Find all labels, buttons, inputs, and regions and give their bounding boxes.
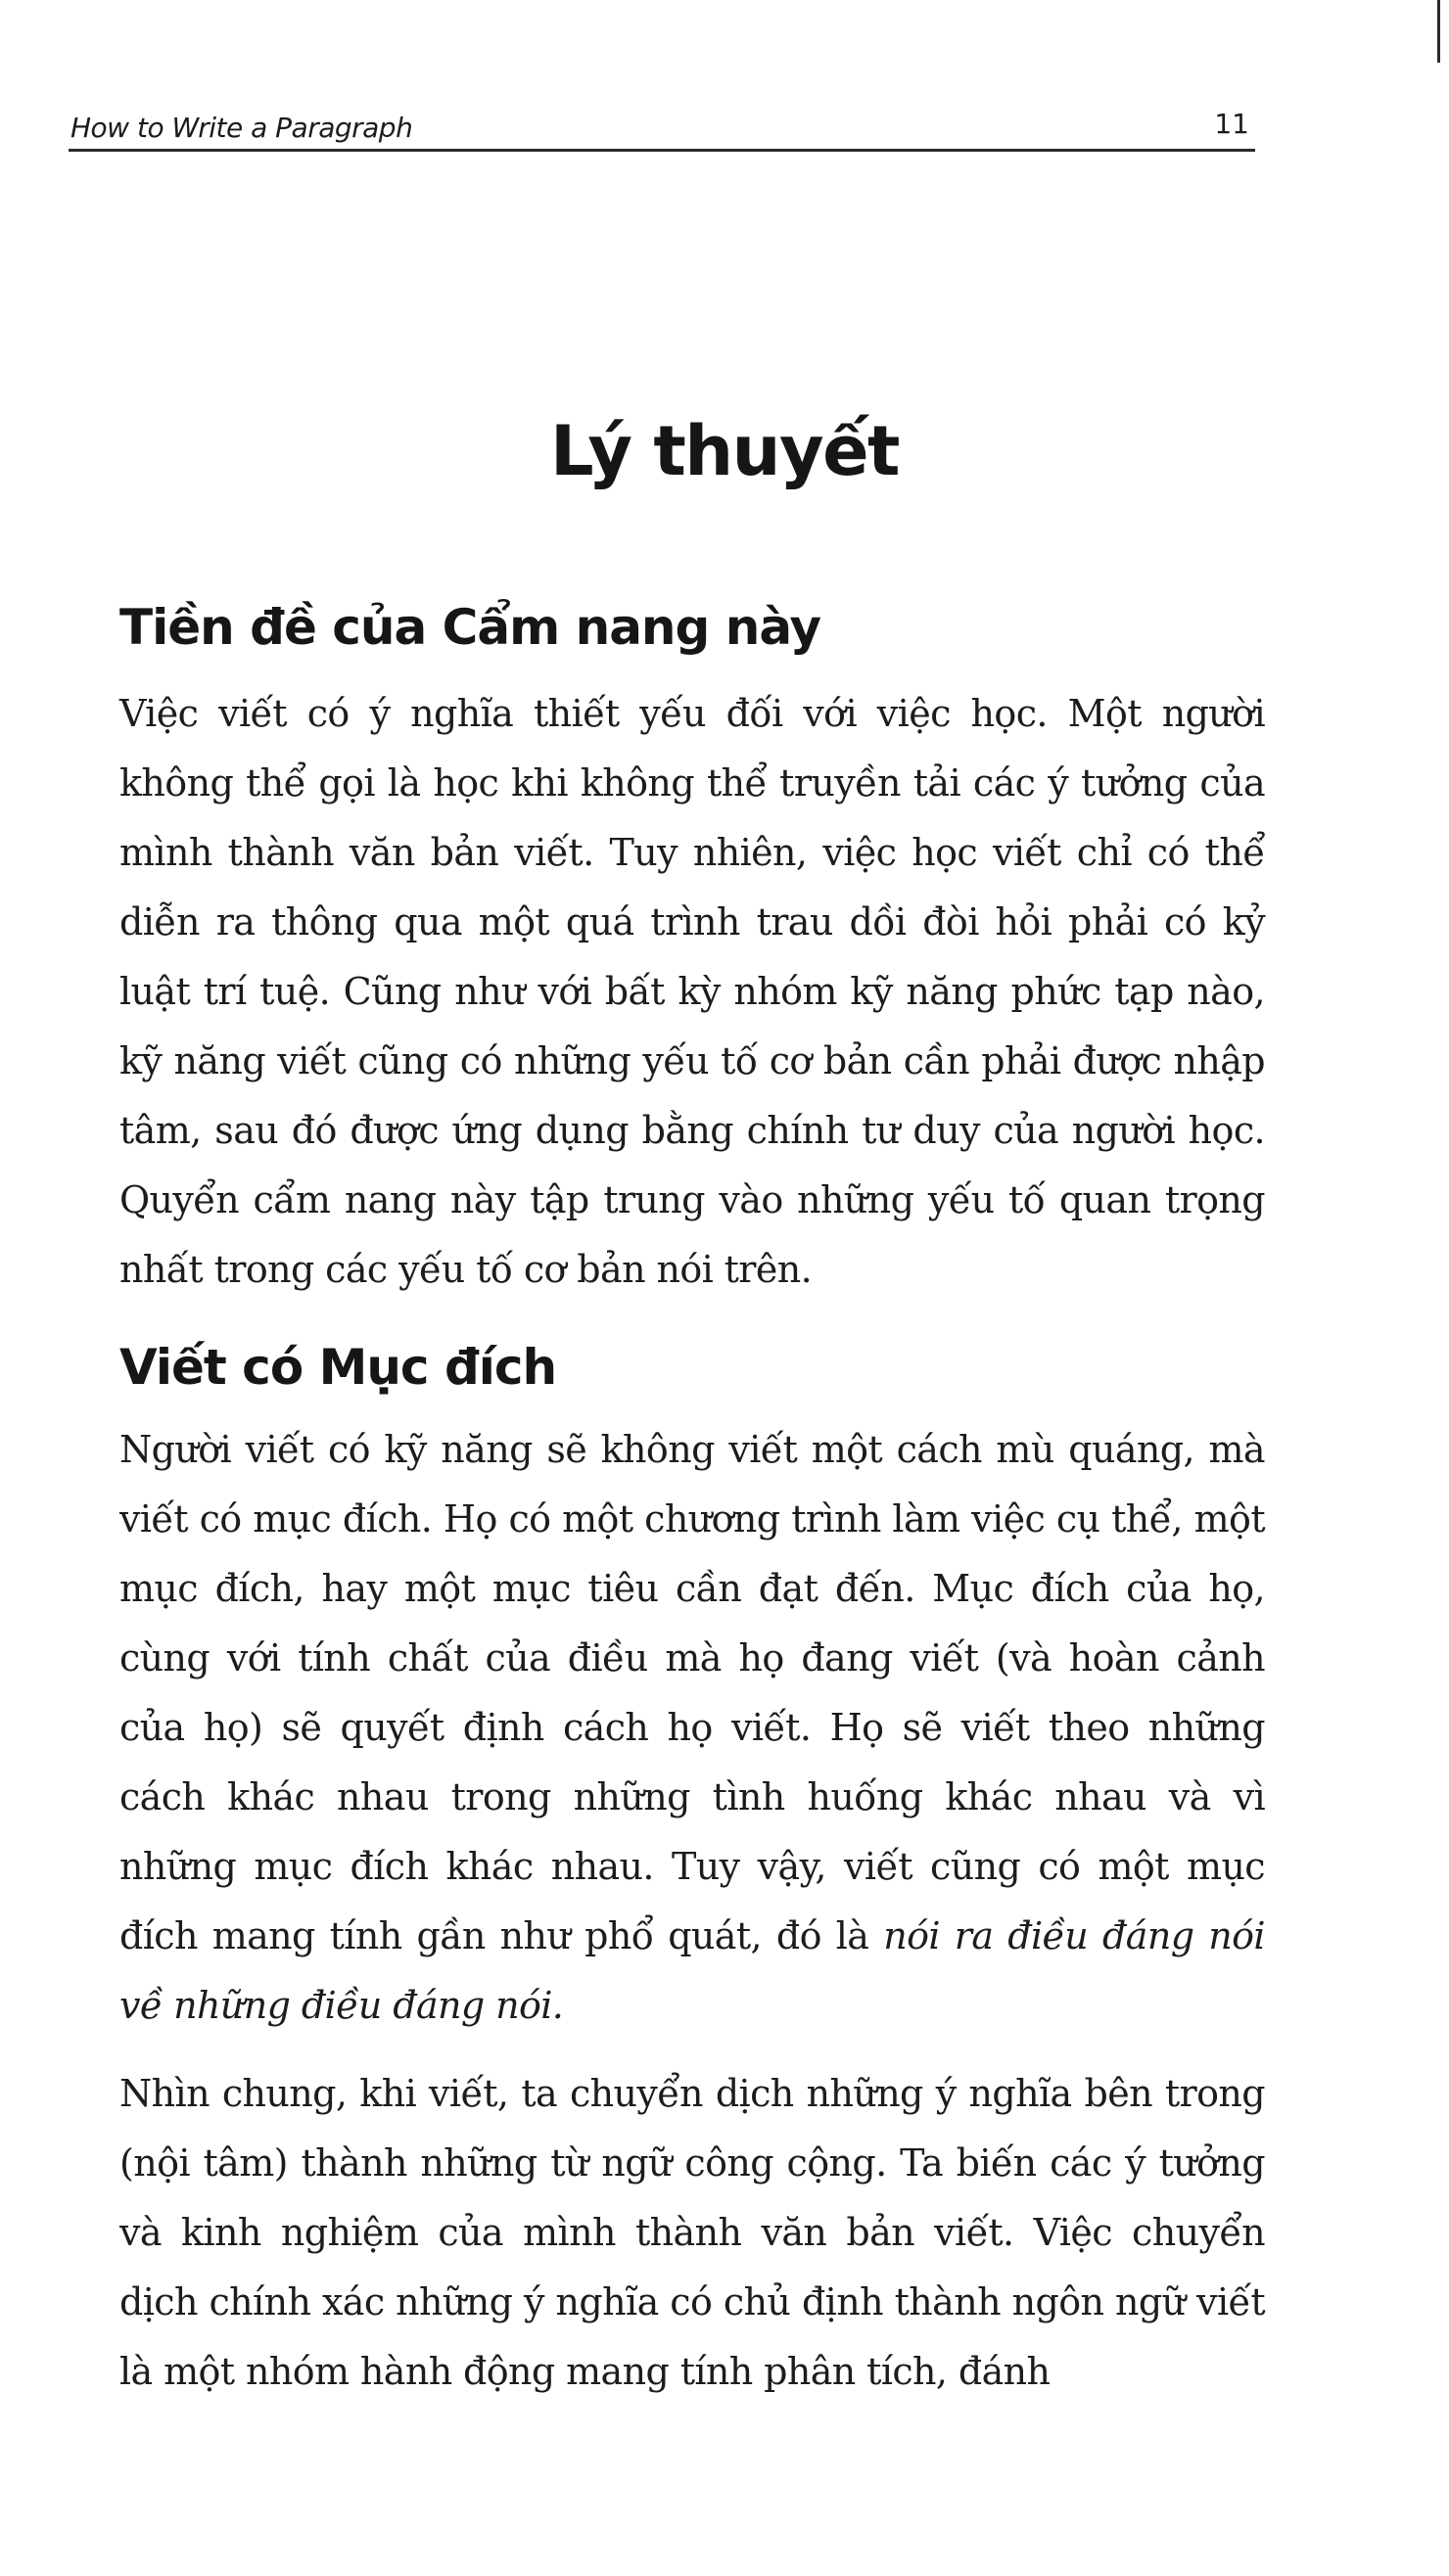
page-number: 11	[1214, 108, 1249, 140]
running-header	[69, 106, 1255, 152]
paragraph-purpose-text: Người viết có kỹ năng sẽ không viết một cách mù quáng, mà viết có mục đích. Họ có một chương trình làm việc cụ thể, một mục đích, hay một mục tiêu cần đạt đến. Mục đích của họ, cùng với tính chất của điều mà họ đang viết (và hoàn cảnh của họ) sẽ quyết định cách họ viết. Họ sẽ viết theo những cách khác nhau trong những tình huống khác nhau và vì những mục đích khác nhau. Tuy vậy, viết cũng có một mục đích mang tính gần như phổ quát, đó là	[119, 1428, 1265, 1957]
section-heading-purpose: Viết có Mục đích	[119, 1339, 557, 1396]
paragraph-purpose-emphasis: nói ra điều đáng nói về những điều đáng nói.	[119, 1914, 1265, 2027]
chapter-title: Lý thuyết	[549, 411, 900, 491]
paragraph-translation: Nhìn chung, khi viết, ta chuyển dịch những ý nghĩa bên trong (nội tâm) thành những từ ngữ công cộng. Ta biến các ý tưởng và kinh nghiệm của mình thành văn bản viết. Việc chuyển dịch chính xác những ý nghĩa có chủ định thành ngôn ngữ viết là một nhóm hành động mang tính phân tích, đánh	[119, 2072, 1265, 2393]
paragraph-purpose	[119, 1415, 1265, 2041]
paragraph-premise: Việc viết có ý nghĩa thiết yếu đối với việc học. Một người không thể gọi là học khi không thể truyền tải các ý tưởng của mình thành văn bản viết. Tuy nhiên, việc học viết chỉ có thể diễn ra thông qua một quá trình trau dồi đòi hỏi phải có kỷ luật trí tuệ. Cũng như với bất kỳ nhóm kỹ năng phức tạp nào, kỹ năng viết cũng có những yếu tố cơ bản cần phải được nhập tâm, sau đó được ứng dụng bằng chính tư duy của người học. Quyển cẩm nang này tập trung vào những yếu tố quan trọng nhất trong các yếu tố cơ bản nói trên.	[119, 692, 1265, 1291]
page-edge-line	[1437, 0, 1440, 63]
section-heading-premise: Tiền đề của Cẩm nang này	[119, 599, 821, 656]
book-title: How to Write a Paragraph	[70, 112, 413, 144]
